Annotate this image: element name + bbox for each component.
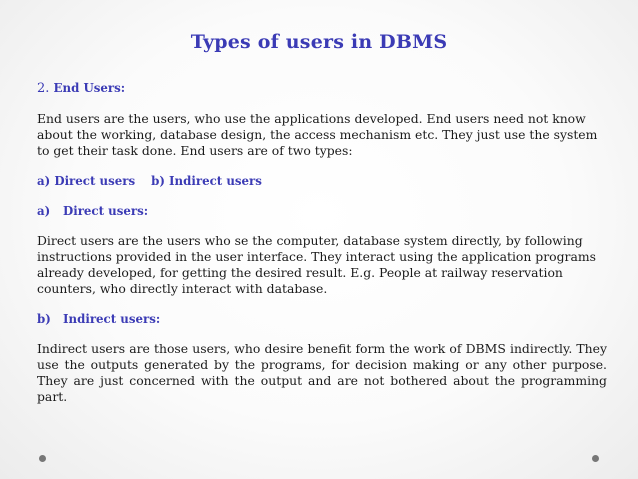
direct-users-paragraph: Direct users are the users who se the computer, database system directly, by following instructions provided in the user interface. They interact using the application programs already developed, for getting the desired result. E.g. People at railway reservation counters, who directly interact with database. [37,233,596,296]
decorative-dot-right [592,455,599,462]
user-type-direct: a) Direct users [37,174,136,188]
direct-users-label: Direct users: [63,204,149,218]
direct-users-heading [37,203,607,219]
user-type-indirect: b) Indirect users [151,174,262,188]
decorative-dot-left [39,455,46,462]
indirect-users-paragraph: Indirect users are those users, who desire benefit form the work of DBMS indirectly. They use the outputs generated by the programs, for decision making or any other purpose. They are just concerned with the output and are not bothered about the programming part. [37,341,607,404]
indirect-users-letter: b) [37,312,51,326]
slide-body [37,80,607,405]
direct-users-letter: a) [37,204,51,218]
section-number: 2. [37,81,50,96]
intro-paragraph: End users are the users, who use the applications developed. End users need not know about the working, database design, the access mechanism etc. They just use the system to get their task done. End users are of two types: [37,111,598,158]
section-heading-label: End Users: [53,81,126,95]
section-heading [37,80,607,97]
slide-title: Types of users in DBMS [190,31,448,53]
indirect-users-label: Indirect users: [63,312,161,326]
indirect-users-heading [37,311,607,327]
user-types-list [37,173,607,189]
